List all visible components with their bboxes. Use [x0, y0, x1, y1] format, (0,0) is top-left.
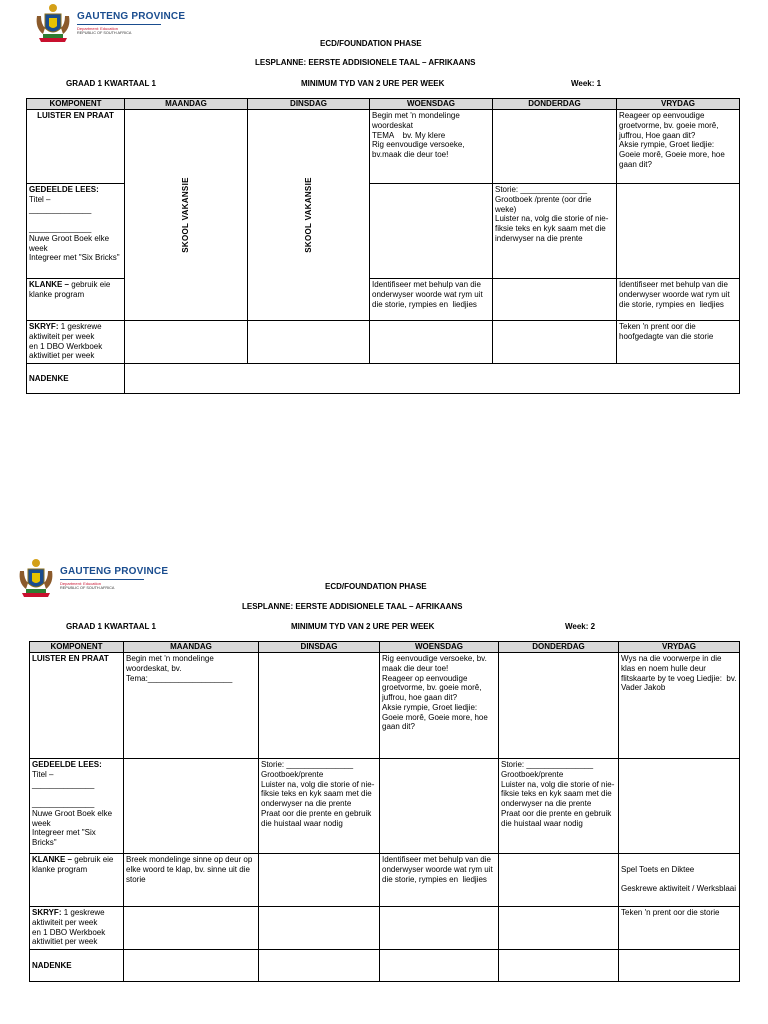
table-row [30, 759, 740, 854]
luister-vrydag: Wys na die voorwerpe in die klas en noem hulle deur flitskaarte by te voeg Liedjie: bv. Vader Jakob [619, 653, 740, 759]
row-label-skryf: SKRYF: 1 geskrewe aktiwiteit per week en 1 DBO Werkboek aktiwitiet per week [30, 907, 124, 950]
grade-label: GRAAD 1 KWARTAAL 1 [66, 79, 156, 88]
table-row [30, 854, 740, 907]
nadenke-woensdag [380, 950, 499, 982]
phase-heading: ECD/FOUNDATION PHASE [325, 582, 427, 591]
logo-country: REPUBLIC OF SOUTH AFRICA [60, 586, 115, 591]
coat-of-arms-icon [16, 557, 56, 601]
col-header: WOENSDAG [370, 99, 493, 110]
table-row [30, 907, 740, 950]
lees-donderdag: Storie: _______________ Grootboek /prente (oor drie weke) Luister na, volg die storie of nie-fiksie teks en kyk saam met die inderwyser na die prente [493, 184, 617, 279]
nadenke-donderdag [499, 950, 619, 982]
logo-title: GAUTENG PROVINCE [60, 566, 169, 578]
skool-vakansie-text: SKOOL VAKANSIE [181, 177, 191, 253]
logo-dept: Department: Education [77, 26, 118, 32]
luister-woensdag: Rig eenvoudige versoeke, bv. maak die deur toe! Reageer op eenvoudige groetvorme, bv. goeie morê, juffrou, hoe gaan dit? Aksie rympie, Groet liedjie: Goeie morê, Goeie more, hoe gaan dit? [380, 653, 499, 759]
lesson-plan-table [29, 641, 740, 982]
week-label: Week: 1 [571, 79, 602, 88]
luister-dinsdag [259, 653, 380, 759]
klanke-maandag: Breek mondelinge sinne op deur op elke woord te klap, bv. sinne uit die storie [124, 854, 259, 907]
row-label-klanke: KLANKE – gebruik eie klanke program [30, 854, 124, 907]
klanke-vrydag: Identifiseer met behulp van die onderwyser woorde wat rym uit die storie, rympies en liedjies [617, 279, 740, 321]
luister-maandag: Begin met 'n mondelinge woordeskat, bv. Tema:___________________ [124, 653, 259, 759]
skryf-woensdag [380, 907, 499, 950]
plan-title: LESPLANNE: EERSTE ADDISIONELE TAAL – AFRIKAANS [255, 58, 476, 67]
row-label-skryf: SKRYF: 1 geskrewe aktiwiteit per week en 1 DBO Werkboek aktiwitiet per week [27, 321, 125, 364]
col-header: VRYDAG [619, 642, 740, 653]
logo-divider [60, 579, 144, 580]
klanke-woensdag: Identifiseer met behulp van die onderwyser woorde wat rym uit die storie, rympies en liedjies [380, 854, 499, 907]
plan-title: LESPLANNE: EERSTE ADDISIONELE TAAL – AFRIKAANS [242, 602, 463, 611]
lees-maandag [124, 759, 259, 854]
col-header: DINSDAG [259, 642, 380, 653]
nadenke-maandag [124, 950, 259, 982]
skryf-maandag [124, 907, 259, 950]
gauteng-logo [16, 557, 168, 601]
col-header: WOENSDAG [380, 642, 499, 653]
table-row [30, 653, 740, 759]
klanke-dinsdag [259, 854, 380, 907]
row-label-luister: LUISTER EN PRAAT [30, 653, 124, 759]
col-header: MAANDAG [125, 99, 248, 110]
skryf-donderdag [499, 907, 619, 950]
lees-donderdag: Storie: _______________ Grootboek/prente Luister na, volg die storie of nie-fiksie teks en kyk saam met die onderwyser na die prente Praat oor die prente en gebruik die huistaal waar nodig [499, 759, 619, 854]
row-label-lees: GEDEELDE LEES: Titel – ______________ ______________ Nuwe Groot Boek elke week Integreer met "Six Bricks" [27, 184, 125, 279]
min-time-label: MINIMUM TYD VAN 2 URE PER WEEK [291, 622, 435, 631]
nadenke-dinsdag [259, 950, 380, 982]
week-label: Week: 2 [565, 622, 596, 631]
lees-woensdag [380, 759, 499, 854]
logo-title: GAUTENG PROVINCE [77, 11, 186, 23]
skryf-dinsdag [259, 907, 380, 950]
row-label-nadenke: NADENKE [30, 950, 124, 982]
skool-vakansie-text: SKOOL VAKANSIE [303, 177, 313, 253]
row-label-lees: GEDEELDE LEES: Titel – ______________ ______________ Nuwe Groot Boek elke week Integreer met "Six Bricks" [30, 759, 124, 854]
col-header: KOMPONENT [30, 642, 124, 653]
logo-country: REPUBLIC OF SOUTH AFRICA [77, 31, 132, 36]
col-header: DONDERDAG [499, 642, 619, 653]
luister-donderdag [499, 653, 619, 759]
klanke-vrydag: Spel Toets en Diktee Geskrewe aktiwiteit / Werksblaai [619, 854, 740, 907]
logo-dept: Department: Education [60, 581, 101, 587]
min-time-label: MINIMUM TYD VAN 2 URE PER WEEK [301, 79, 445, 88]
col-header: MAANDAG [124, 642, 259, 653]
lees-dinsdag: Storie: _______________ Grootboek/prente Luister na, volg die storie of nie-fiksie teks en kyk saam met die onderwyser na die prente Praat oor die prente en gebruik die huistaal waar nodig [259, 759, 380, 854]
nadenke-vrydag [619, 950, 740, 982]
table-row [30, 950, 740, 982]
klanke-donderdag [499, 854, 619, 907]
row-label-klanke: KLANKE – gebruik eie klanke program [27, 279, 125, 321]
lees-vrydag [619, 759, 740, 854]
skryf-vrydag: Teken 'n prent oor die hoofgedagte van die storie [617, 321, 740, 364]
row-label-luister: LUISTER EN PRAAT [27, 110, 125, 184]
luister-vrydag: Reageer op eenvoudige groetvorme, bv. goeie morê, juffrou, Hoe gaan dit? Aksie rympie, Groet liedjie: Goeie morê, Goeie more, hoe gaan dit? [617, 110, 740, 184]
table-header-row [30, 642, 740, 653]
klanke-woensdag: Identifiseer met behulp van die onderwyser woorde wat rym uit die storie, rympies en liedjies [370, 279, 493, 321]
skryf-vrydag: Teken 'n prent oor die storie [619, 907, 740, 950]
phase-heading: ECD/FOUNDATION PHASE [320, 39, 422, 48]
col-header: DONDERDAG [493, 99, 617, 110]
grade-label: GRAAD 1 KWARTAAL 1 [66, 622, 156, 631]
row-label-nadenke: NADENKE [27, 364, 125, 394]
col-header: DINSDAG [248, 99, 370, 110]
luister-woensdag: Begin met 'n mondelinge woordeskat TEMA bv. My klere Rig eenvoudige versoeke, bv.maak die deur toe! [370, 110, 493, 184]
col-header: VRYDAG [617, 99, 740, 110]
col-header: KOMPONENT [27, 99, 125, 110]
